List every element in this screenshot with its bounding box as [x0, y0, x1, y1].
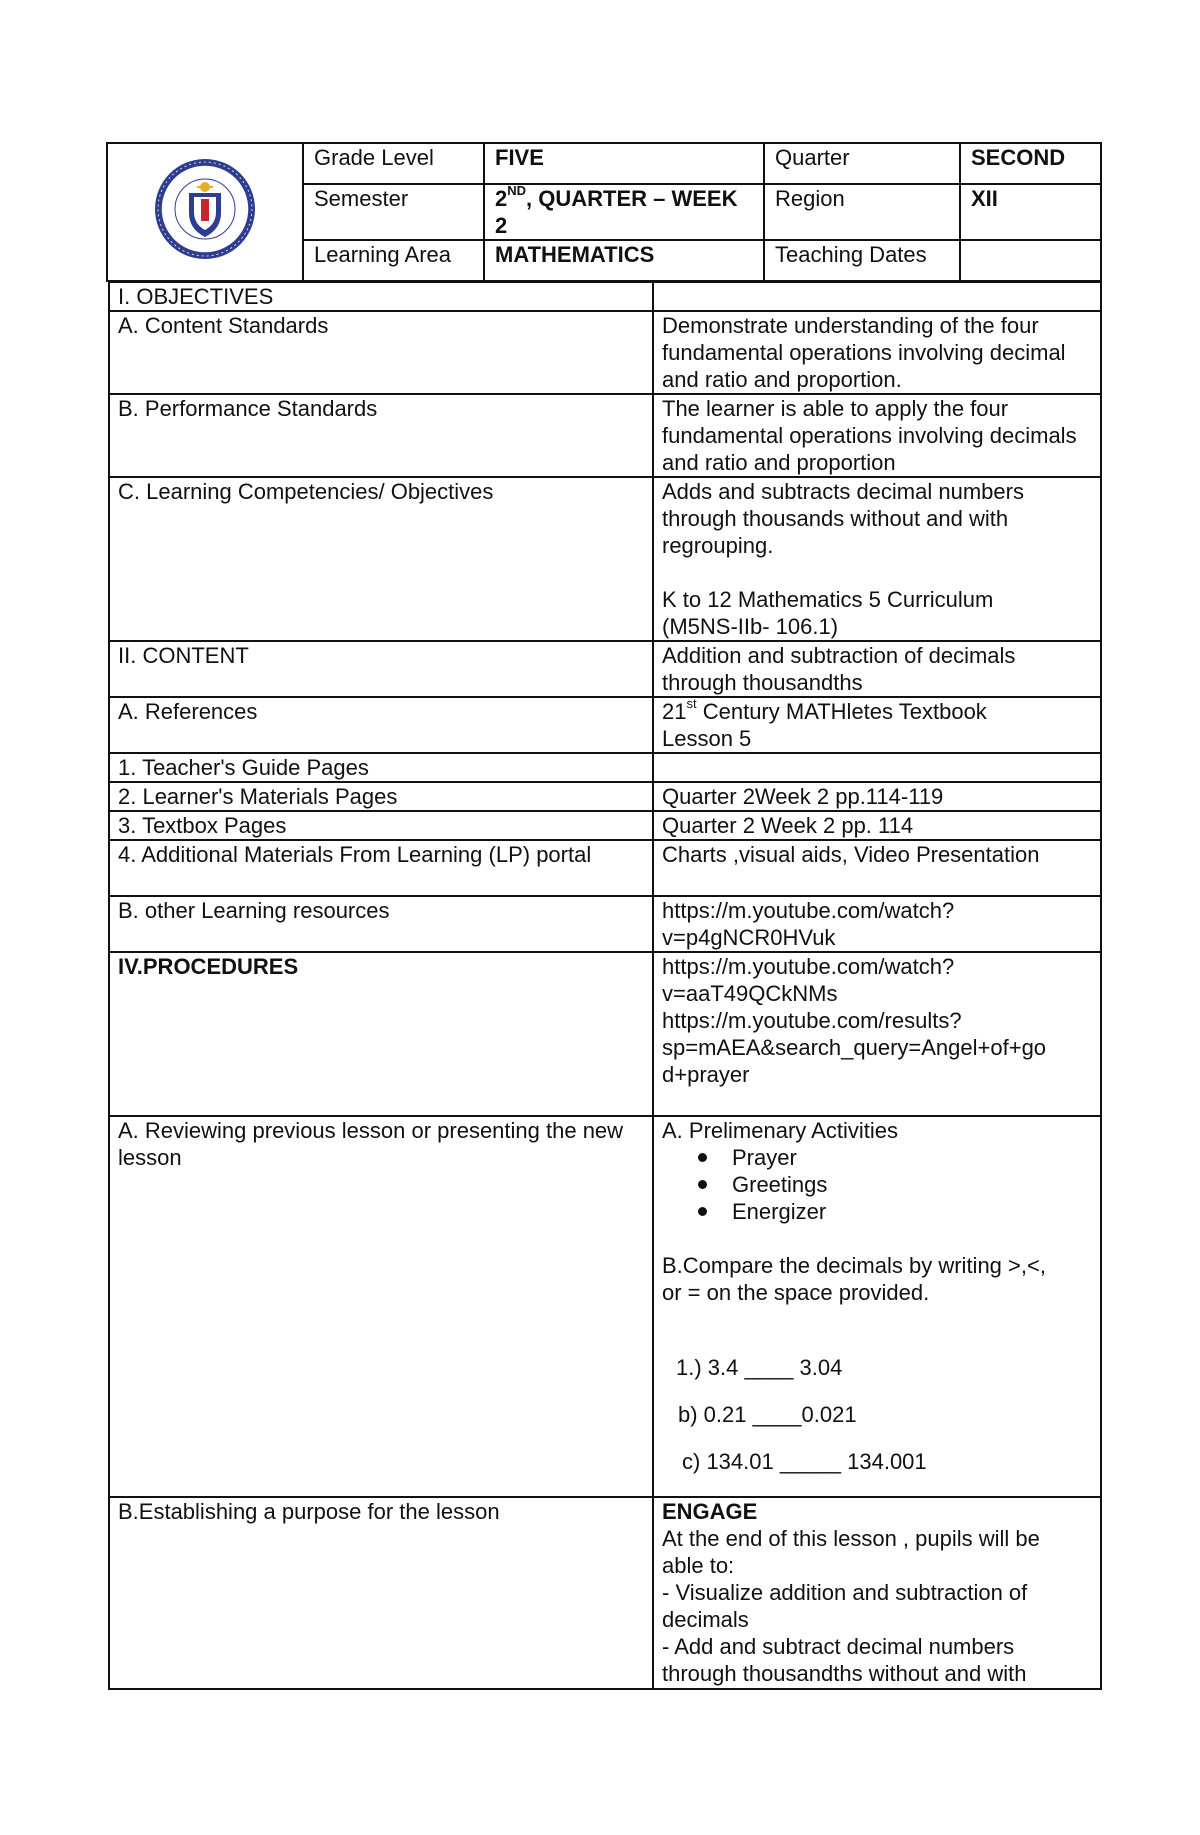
competencies-text: Adds and subtracts decimal numbers through thousands without and with regrouping. — [662, 479, 1024, 558]
learning-area-label: Learning Area — [303, 240, 484, 281]
purpose-line: - Visualize addition and subtraction of — [662, 1580, 1028, 1605]
procedures-links — [653, 952, 1101, 1116]
compare-instruction-2: or = on the space provided. — [662, 1280, 930, 1305]
learners-materials-value: Quarter 2Week 2 pp.114-119 — [653, 782, 1101, 811]
list-item: Energizer — [732, 1198, 1092, 1225]
table-row — [109, 394, 1101, 477]
table-row — [109, 952, 1101, 1116]
purpose-line: able to: — [662, 1553, 735, 1578]
grade-level-value: FIVE — [484, 143, 764, 184]
additional-materials-value: Charts ,visual aids, Video Presentation — [653, 840, 1101, 896]
grade-level-label: Grade Level — [303, 143, 484, 184]
competencies-value — [653, 477, 1101, 641]
content-standards-label: A. Content Standards — [109, 311, 653, 394]
references-label: A. References — [109, 697, 653, 753]
table-row — [109, 811, 1101, 840]
quarter-label: Quarter — [764, 143, 960, 184]
semester-value: 2ND, QUARTER – WEEK 2 — [484, 184, 764, 240]
preliminary-heading: A. Prelimenary Activities — [662, 1118, 898, 1143]
textbook-pages-label: 3. Textbox Pages — [109, 811, 653, 840]
teaching-dates-label: Teaching Dates — [764, 240, 960, 281]
purpose-line: - Add and subtract decimal numbers — [662, 1634, 1015, 1659]
performance-standards-value: The learner is able to apply the four fundamental operations involving decimals and ratio and proportion — [653, 394, 1101, 477]
teachers-guide-value — [653, 753, 1101, 782]
content-label: II. CONTENT — [109, 641, 653, 697]
table-row — [109, 311, 1101, 394]
teaching-dates-value — [960, 240, 1101, 281]
content-value: Addition and subtraction of decimals through thousandths — [653, 641, 1101, 697]
header-table — [106, 142, 1102, 282]
youtube-link-2-id[interactable]: v=aaT49QCkNMs — [662, 981, 838, 1006]
semester-label: Semester — [303, 184, 484, 240]
youtube-link-3[interactable]: https://m.youtube.com/results? — [662, 1008, 962, 1033]
references-value: 21st Century MATHletes Textbook Lesson 5 — [653, 697, 1101, 753]
objectives-value — [653, 282, 1101, 311]
engage-heading: ENGAGE — [662, 1499, 758, 1524]
table-row — [109, 753, 1101, 782]
region-value: XII — [960, 184, 1101, 240]
competencies-label: C. Learning Competencies/ Objectives — [109, 477, 653, 641]
logo-cell — [107, 143, 303, 281]
table-row — [109, 477, 1101, 641]
other-resources-value — [653, 896, 1101, 952]
youtube-link-2[interactable]: https://m.youtube.com/watch? — [662, 954, 955, 979]
youtube-link-1[interactable]: https://m.youtube.com/watch? — [662, 898, 955, 923]
list-item: Greetings — [732, 1171, 1092, 1198]
purpose-line: At the end of this lesson , pupils will be — [662, 1526, 1040, 1551]
youtube-link-3-query-end[interactable]: d+prayer — [662, 1062, 750, 1087]
learners-materials-label: 2. Learner's Materials Pages — [109, 782, 653, 811]
youtube-link-1-id[interactable]: v=p4gNCR0HVuk — [662, 925, 836, 950]
references-lesson: Lesson 5 — [662, 726, 752, 751]
table-row — [109, 697, 1101, 753]
learning-area-value: MATHEMATICS — [484, 240, 764, 281]
preliminary-list — [662, 1144, 1092, 1225]
content-standards-value: Demonstrate understanding of the four fundamental operations involving decimal and ratio and proportion. — [653, 311, 1101, 394]
table-row — [109, 896, 1101, 952]
table-row — [109, 1497, 1101, 1689]
reviewing-label: A. Reviewing previous lesson or presenting the new lesson — [109, 1116, 653, 1497]
table-row — [109, 1116, 1101, 1497]
compare-item-1: 1.) 3.4 ____ 3.04 — [676, 1355, 843, 1380]
table-row — [109, 282, 1101, 311]
deped-seal-logo — [153, 157, 257, 261]
table-row — [109, 641, 1101, 697]
teachers-guide-label: 1. Teacher's Guide Pages — [109, 753, 653, 782]
table-row — [109, 782, 1101, 811]
region-label: Region — [764, 184, 960, 240]
performance-standards-label: B. Performance Standards — [109, 394, 653, 477]
purpose-value — [653, 1497, 1101, 1689]
reviewing-value — [653, 1116, 1101, 1497]
objectives-heading: I. OBJECTIVES — [109, 282, 653, 311]
other-resources-label: B. other Learning resources — [109, 896, 653, 952]
purpose-label: B.Establishing a purpose for the lesson — [109, 1497, 653, 1689]
curriculum-line: K to 12 Mathematics 5 Curriculum — [662, 587, 994, 612]
table-row — [109, 840, 1101, 896]
quarter-value: SECOND — [960, 143, 1101, 184]
purpose-line: decimals — [662, 1607, 749, 1632]
textbook-pages-value: Quarter 2 Week 2 pp. 114 — [653, 811, 1101, 840]
compare-item-3: c) 134.01 _____ 134.001 — [682, 1449, 927, 1474]
procedures-heading: IV.PROCEDURES — [109, 952, 653, 1116]
youtube-link-3-query[interactable]: sp=mAEA&search_query=Angel+of+go — [662, 1035, 1047, 1060]
compare-instruction: B.Compare the decimals by writing >,<, — [662, 1253, 1046, 1278]
compare-item-2: b) 0.21 ____0.021 — [678, 1402, 857, 1427]
purpose-line: through thousandths without and with — [662, 1661, 1027, 1686]
lesson-plan-table — [108, 281, 1102, 1690]
curriculum-code: (M5NS-IIb- 106.1) — [662, 614, 839, 639]
additional-materials-label: 4. Additional Materials From Learning (LP) portal — [109, 840, 653, 896]
list-item: Prayer — [732, 1144, 1092, 1171]
